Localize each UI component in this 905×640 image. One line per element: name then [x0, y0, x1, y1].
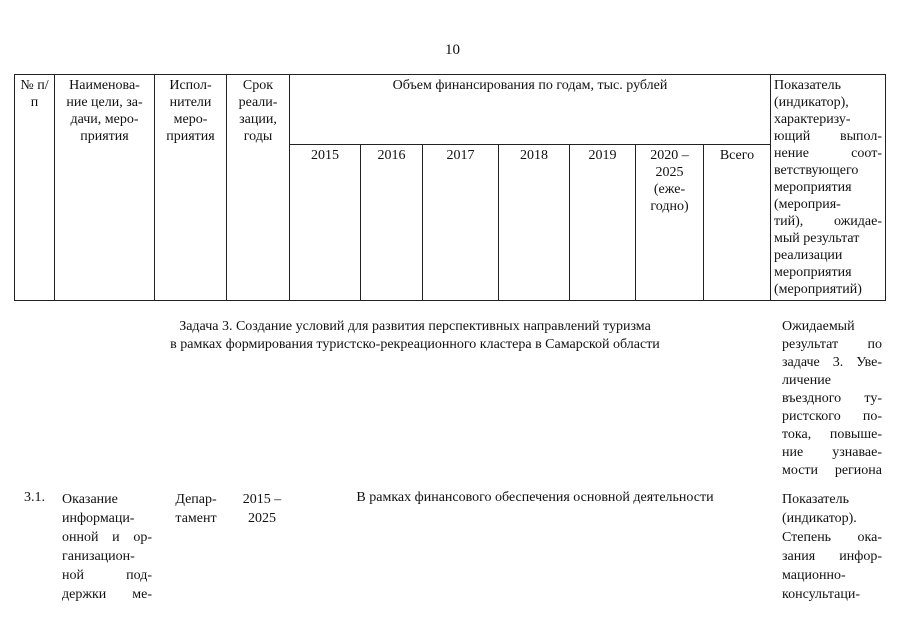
row-executor: Депар- тамент — [175, 492, 217, 526]
header-name: Наименова- ние цели, за- дачи, меро- приятия — [55, 75, 155, 301]
task-3-title: Задача 3. Создание условий для развития перспективных направлений туризма в рамках формирования туристско-рекреационного кластера в Самарской области — [170, 319, 660, 352]
year-2015: 2015 — [290, 145, 361, 301]
page-number: 10 — [445, 42, 460, 58]
row-activity-name: Оказание информаци- онной и ор- ганизацион- ной под- держки ме- — [62, 492, 152, 602]
row-funding: В рамках финансового обеспечения основной деятельности — [356, 490, 714, 505]
header-funding: Объем финансирования по годам, тыс. рублей — [290, 75, 771, 145]
header-indicator: Показатель (индикатор), характеризу- ющий выпол- нение соот- ветствующего мероприятия (мероприя- тий), ожидае- мый результат реализации мероприятия (мероприятий) — [771, 75, 886, 301]
program-table-header — [14, 74, 886, 301]
row-indicator: Показатель (индикатор). Степень ока- зания инфор- мационно- консультаци- — [782, 492, 882, 602]
year-2019: 2019 — [570, 145, 636, 301]
year-2016: 2016 — [361, 145, 423, 301]
row-term: 2015 – 2025 — [242, 492, 282, 526]
year-2020-2025: 2020 – 2025 (еже- годно) — [636, 145, 704, 301]
year-total: Всего — [704, 145, 771, 301]
header-num: № п/п — [15, 75, 55, 301]
task-3-expected-result: Ожидаемый результат по задаче 3. Уве- личение въездного ту- ристского по- тока, повыше- ние узнавае- мости региона — [782, 319, 882, 478]
row-number: 3.1. — [24, 490, 45, 505]
year-2017: 2017 — [423, 145, 499, 301]
header-executors: Испол- нители меро- приятия — [155, 75, 227, 301]
year-2018: 2018 — [499, 145, 570, 301]
header-term: Срок реали- зации, годы — [227, 75, 290, 301]
